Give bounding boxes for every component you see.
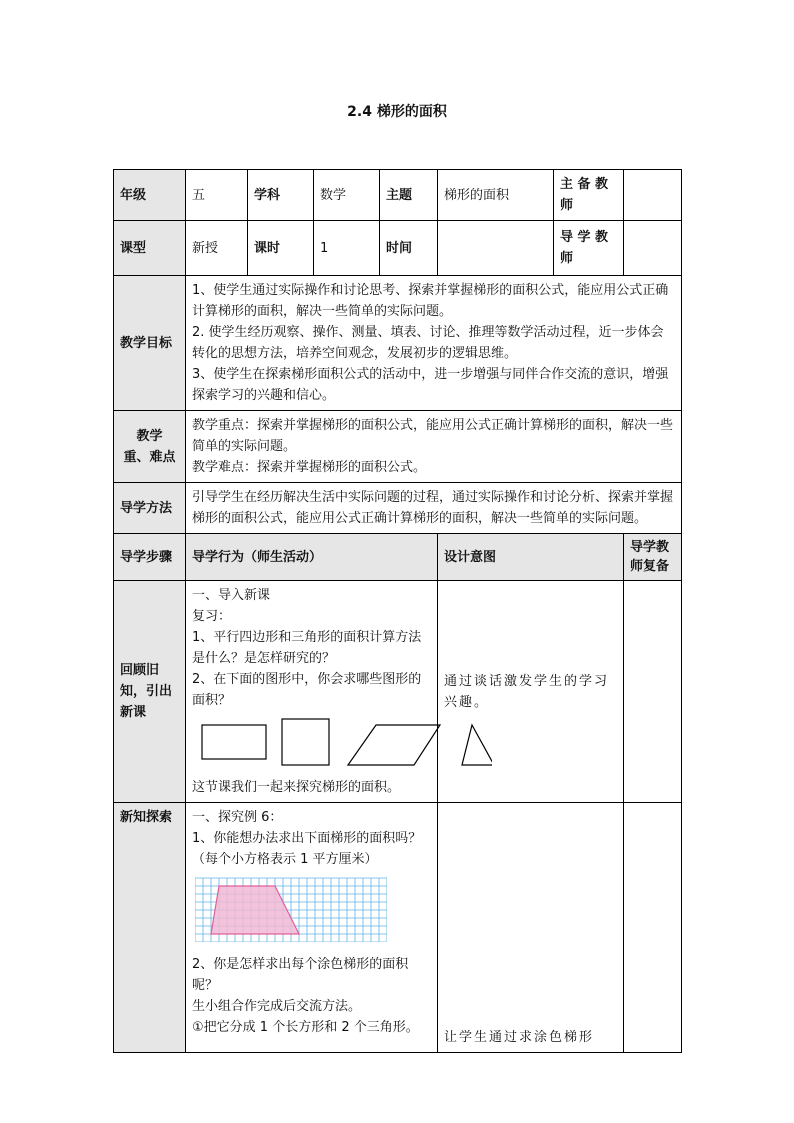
guide-teacher-value [624, 221, 682, 276]
goals-content [186, 276, 682, 411]
review-line: 2、在下面的图形中，你会求哪些图形的面积？ [192, 672, 422, 708]
explore-step-content [186, 803, 438, 1053]
subject-label: 学科 [248, 170, 314, 221]
parallelogram-shape [348, 725, 440, 765]
goal-item: 3、使学生在探索梯形面积公式的活动中，进一步增强与同伴合作交流的意识，增强探索学习的兴趣和信心。 [192, 367, 669, 403]
lesson-plan-table [113, 169, 682, 1053]
explore-line: 生小组合作完成后交流方法。 [192, 999, 362, 1014]
time-value [438, 221, 554, 276]
explore-line: ①把它分成 1 个长方形和 2 个三角形。 [192, 1020, 419, 1035]
review-teacher-notes [624, 581, 682, 803]
review-intent: 通过谈话激发学生的学习兴趣。 [438, 581, 624, 803]
explore-line: 2、你是怎样求出每个涂色梯形的面积呢？ [192, 957, 409, 993]
key-points-label-line2: 重、难点 [123, 449, 176, 465]
subject-value: 数学 [314, 170, 380, 221]
square-shape [282, 719, 329, 765]
goal-item: 1、使学生通过实际操作和讨论思考、探索并掌握梯形的面积公式，能应用公式正确计算梯形的面积，解决一些简单的实际问题。 [192, 283, 669, 319]
key-points-content [186, 411, 682, 483]
lead-teacher-label: 主 备 教 师 [554, 170, 624, 221]
key-points-label [114, 411, 186, 483]
review-line: 一、导入新课 [192, 588, 271, 603]
steps-header-review: 导学教师复备 [624, 534, 682, 581]
shaded-trapezoid [211, 886, 299, 934]
grade-value: 五 [186, 170, 248, 221]
goal-item: 2. 使学生经历观察、操作、测量、填表、讨论、推理等数学活动过程，近一步体会转化的思想方法，培养空间观念，发展初步的逻辑思维。 [192, 325, 664, 361]
review-step-content [186, 581, 438, 803]
review-closing: 这节课我们一起来探究梯形的面积。 [192, 780, 401, 795]
teaching-difficulty: 教学难点：探索并掌握梯形的面积公式。 [192, 460, 427, 475]
steps-header-step: 导学步骤 [114, 534, 186, 581]
guide-teacher-label: 导 学 教 师 [554, 221, 624, 276]
topic-value: 梯形的面积 [438, 170, 554, 221]
lead-teacher-value [624, 170, 682, 221]
method-content: 引导学生在经历解决生活中实际问题的过程，通过实际操作和讨论分析、探索并掌握梯形的面积公式，能应用公式正确计算梯形的面积，解决一些简单的实际问题。 [186, 483, 682, 534]
grade-label: 年级 [114, 170, 186, 221]
explore-intent: 让学生通过求涂色梯形 [438, 803, 624, 1053]
review-line: 1、平行四边形和三角形的面积计算方法是什么？是怎样研究的？ [192, 630, 422, 666]
review-step-label: 回顾旧知，引出新课 [114, 581, 186, 803]
page-title: 2.4 梯形的面积 [347, 104, 447, 120]
hours-value: 1 [314, 221, 380, 276]
key-points-label-line1: 教学 [136, 428, 163, 444]
type-value: 新授 [186, 221, 248, 276]
rectangle-shape [202, 725, 266, 759]
steps-header-intent: 设计意图 [438, 534, 624, 581]
steps-header-action: 导学行为（师生活动） [186, 534, 438, 581]
trapezoid-grid-figure [195, 876, 387, 942]
explore-teacher-notes [624, 803, 682, 1053]
time-label: 时间 [380, 221, 438, 276]
method-label: 导学方法 [114, 483, 186, 534]
type-label: 课型 [114, 221, 186, 276]
explore-step-label: 新知探索 [114, 803, 186, 1053]
explore-line: 一、探究例 6： [192, 810, 283, 825]
teaching-focus: 教学重点：探索并掌握梯形的面积公式，能应用公式正确计算梯形的面积，解决一些简单的实际问题。 [192, 418, 674, 454]
review-line: 复习： [192, 609, 232, 624]
goals-label: 教学目标 [114, 276, 186, 411]
explore-line: 1、你能想办法求出下面梯形的面积吗？（每个小方格表示 1 平方厘米） [192, 831, 422, 867]
topic-label: 主题 [380, 170, 438, 221]
hours-label: 课时 [248, 221, 314, 276]
